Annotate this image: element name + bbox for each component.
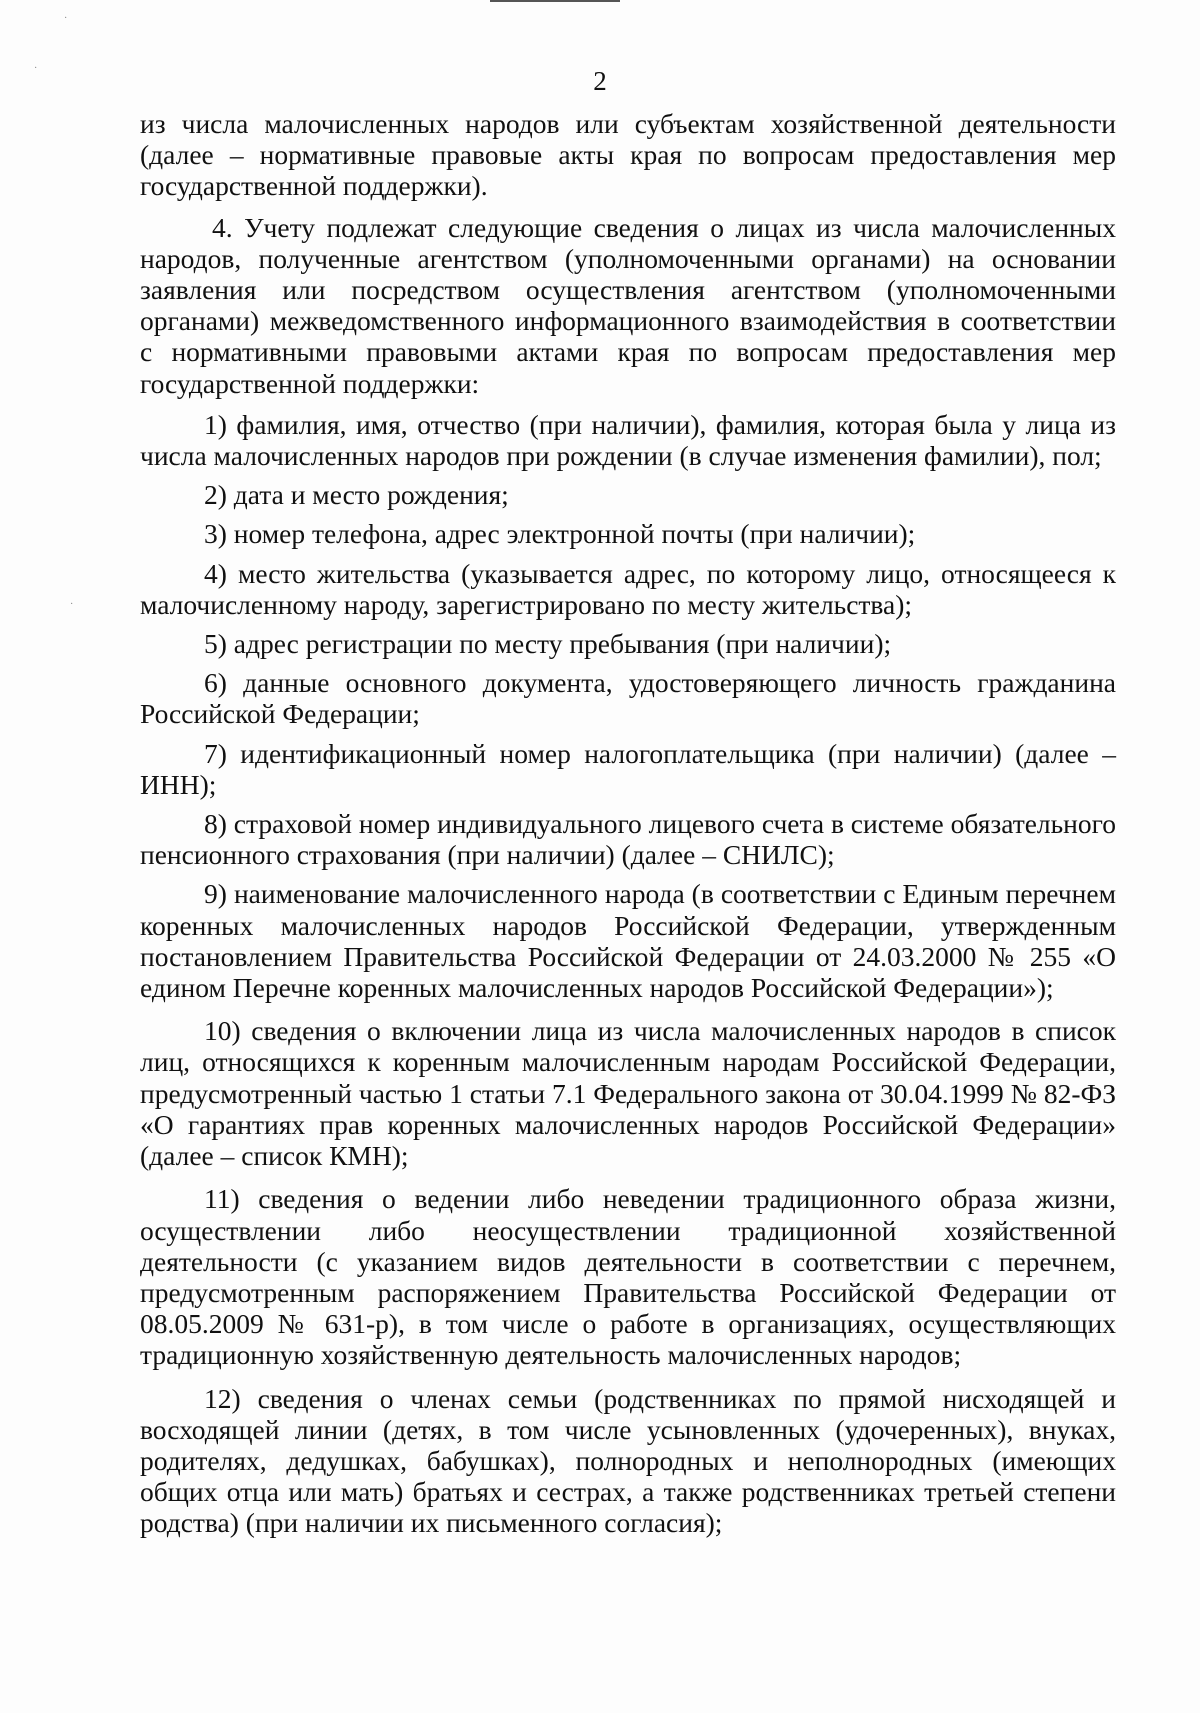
clause-4: 4. Учету подлежат следующие сведения о лицах из числа малочисленных народов, полученные агентством (уполномоченными органами) на основании заявления или посредством осуществления агентством (уполномоченными органами) межведомственного информационного взаимодействия в соответствии с нормативными правовыми актами края по вопросам предоставления мер государственной поддержки:: [140, 211, 1116, 399]
list-item-5: 5) адрес регистрации по месту пребывания (при наличии);: [204, 628, 892, 660]
list-item-3: 3) номер телефона, адрес электронной почты (при наличии);: [204, 518, 916, 550]
scan-speck: ·: [34, 63, 38, 74]
scan-speck: ·: [64, 13, 68, 24]
list-item-10: 10) сведения о включении лица из числа малочисленных народов в список лиц, относящихся к коренным малочисленным народам Российской Федерации, предусмотренный частью 1 статьи 7.1 Федерального закона от 30.04.1999 № 82-ФЗ «О гарантиях прав коренных малочисленных народов Российской Федерации» (далее – список КМН);: [140, 1015, 1116, 1172]
list-item-12: 12) сведения о членах семьи (родственниках по прямой нисходящей и восходящей линии (детях, в том числе усыновленных (удочеренных), внуках, родителях, дедушках, бабушках), полнородных и неполнородных (имеющих общих отца или мать) братьях и сестрах, а также родственниках третьей степени родства) (при наличии их письменного согласия);: [140, 1382, 1116, 1539]
top-edge-rule: [490, 0, 620, 2]
list-item-2: 2) дата и место рождения;: [204, 479, 509, 511]
list-item-9: 9) наименование малочисленного народа (в соответствии с Единым перечнем коренных малочисленных народов Российской Федерации, утвержденным постановлением Правительства Российской Федерации от 24.03.2000 № 255 «О едином Перечне коренных малочисленных народов Российской Федерации»);: [140, 878, 1116, 1004]
list-item-1: 1) фамилия, имя, отчество (при наличии), фамилия, которая была у лица из числа малочисленных народов при рождении (в случае изменения фамилии), пол;: [140, 408, 1116, 472]
list-item-11: 11) сведения о ведении либо неведении традиционного образа жизни, осуществлении либо неосуществлении традиционной хозяйственной деятельности (с указанием видов деятельности в соответствии с перечнем, предусмотренным распоряжением Правительства Российской Федерации от 08.05.2009 № 631-р), в том числе о работе в организациях, осуществляющих традиционную хозяйственную деятельность малочисленных народов;: [140, 1183, 1116, 1371]
document-body: [140, 108, 1116, 1551]
list-item-7: 7) идентификационный номер налогоплательщика (при наличии) (далее – ИНН);: [140, 737, 1116, 800]
page-number: 2: [593, 66, 607, 96]
scan-speck: ·: [70, 599, 74, 610]
list-item-6: 6) данные основного документа, удостоверяющего личность гражданина Российской Федерации;: [140, 667, 1116, 730]
list-item-4: 4) место жительства (указывается адрес, по которому лицо, относящееся к малочисленному народу, зарегистрировано по месту жительства);: [140, 557, 1116, 620]
list-item-8: 8) страховой номер индивидуального лицевого счета в системе обязательного пенсионного страхования (при наличии) (далее – СНИЛС);: [140, 808, 1116, 871]
paragraph-continuation: из числа малочисленных народов или субъектам хозяйственной деятельности (далее – нормативные правовые акты края по вопросам предоставления мер государственной поддержки).: [140, 108, 1116, 202]
